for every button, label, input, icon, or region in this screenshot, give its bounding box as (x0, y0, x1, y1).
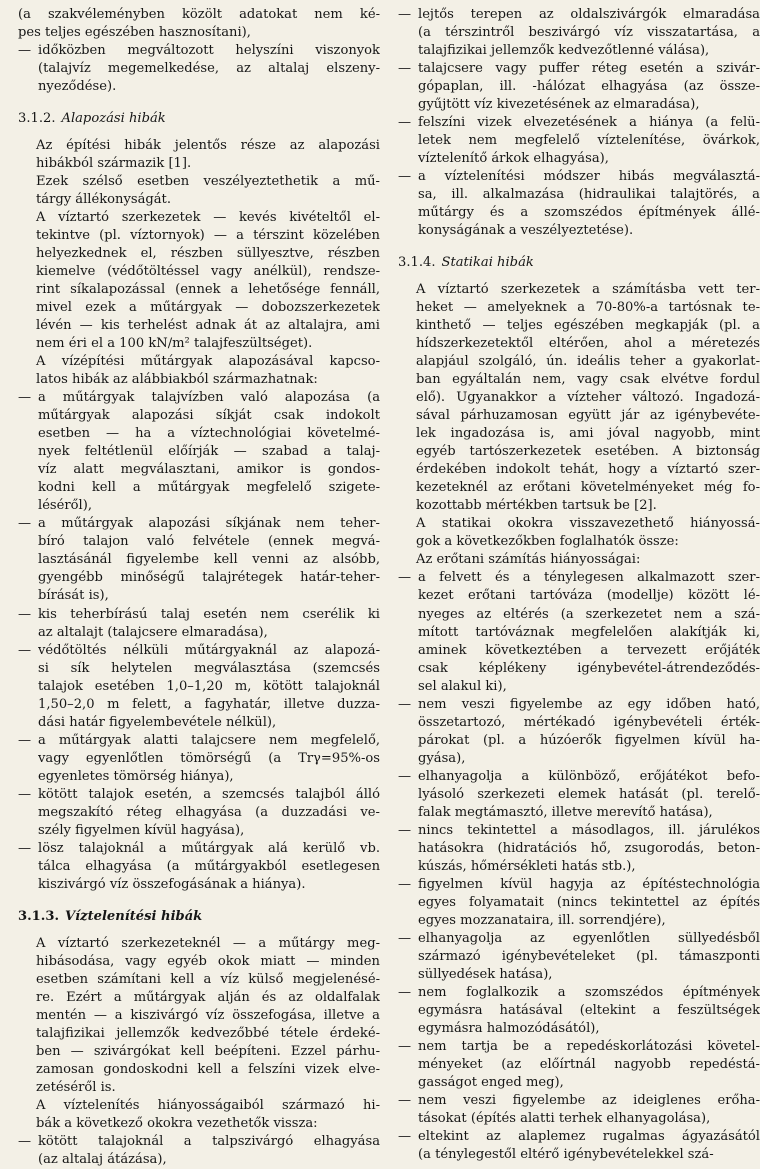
text-line: (a ténylegestől eltérő igénybevételekkel szá- (418, 1146, 714, 1162)
section-number: 3.1.3. (18, 908, 60, 924)
text-line: gasságot enged meg), (418, 1074, 564, 1090)
text-line: latos hibák az alábbiakból származhatnak: (36, 372, 318, 388)
text-line: bíró talajon való felvétele (ennek megvá- (38, 534, 380, 550)
text-line: nem éri el a 100 kN/m² talajfeszültséget). (36, 336, 313, 352)
text-line: mentén — a kiszivárgó víz összefogása, illetve a (36, 1007, 380, 1023)
spacer (18, 96, 380, 110)
text-line: kis teherbírású talaj esetén nem cserélik ki (38, 606, 380, 622)
text-line: származó igénybevételeket (pl. támaszponti (418, 948, 760, 964)
list-item (398, 876, 760, 930)
spacer (398, 272, 760, 281)
dash-bullet: — (398, 61, 412, 77)
text-line: érdekében indokolt tehát, hogy a víztartó szer- (416, 462, 760, 478)
text-line: egyéb tartószerkezetek esetében. A biztonság (416, 444, 760, 460)
dash-bullet: — (398, 768, 412, 784)
text-line: az altalajt (talajcsere elmaradása), (38, 624, 268, 640)
text-line: 1,50–2,0 m felett, a fagyhatár, illetve duzza- (38, 696, 380, 712)
text-line: nyeződése). (38, 79, 117, 95)
text-line: hatásokra (hidratációs hő, zsugorodás, beton- (418, 840, 760, 856)
dash-bullet: — (18, 516, 32, 532)
text-line: talajok esetében 1,0–1,20 m, kötött talajoknál (38, 678, 380, 694)
text-line: kezeteknél az erőtani követelményeket még fo- (416, 480, 760, 496)
list-item (398, 168, 760, 240)
dash-bullet: — (18, 840, 32, 856)
text-line: szély figyelmen kívül hagyása), (38, 822, 245, 838)
text-line: műtárgy és a szomszédos építmények állé- (418, 205, 760, 221)
text-line: nyeges az eltérés (a szerkezetet nem a szá- (418, 606, 760, 622)
text-line: letek nem megfelelő víztelenítése, övárkok, (418, 133, 760, 149)
paragraph (18, 137, 380, 173)
text-line: (az altalaj átázása), (38, 1151, 167, 1167)
dash-bullet: — (398, 1128, 412, 1144)
text-line: Az erőtani számítás hiányosságai: (416, 552, 641, 568)
text-line: tárgy állékonyságát. (36, 192, 171, 208)
spacer (398, 240, 760, 254)
text-line: falak megtámasztó, illetve merevítő hatása), (418, 804, 713, 820)
list-item (398, 569, 760, 695)
text-line: Az építési hibák jelentős része az alapozási (36, 138, 380, 154)
text-line: lösz talajoknál a műtárgyak alá kerülő vb. (38, 840, 380, 856)
dash-bullet: — (398, 876, 412, 892)
dash-bullet: — (398, 1092, 412, 1108)
text-line: a műtárgyak talajvízben való alapozása (a (38, 390, 380, 406)
dash-bullet: — (398, 570, 412, 586)
text-line: párokat (pl. a húzóerők figyelmen kívül ha- (418, 732, 760, 748)
text-line: sával párhuzamosan együtt jár az igénybevéte- (416, 408, 760, 424)
text-line: lasztásánál figyelembe kell venni az alsóbb, (38, 552, 380, 568)
dash-bullet: — (18, 1133, 32, 1149)
text-line: műtárgyak alapozási síkját csak indokolt (38, 408, 380, 424)
list-item (398, 930, 760, 984)
text-line: egymásra halmozódásától), (418, 1020, 600, 1036)
text-line: zamosan gondoskodni kell a felszíni vizek elve- (36, 1061, 380, 1077)
text-line: re. Ezért a műtárgyak alján és az oldalfalak (36, 989, 380, 1005)
text-line: nem veszi figyelembe az ideiglenes erőha- (418, 1092, 760, 1108)
dash-bullet: — (18, 642, 32, 658)
dash-bullet: — (18, 786, 32, 802)
list-item (18, 606, 380, 642)
dash-bullet: — (398, 115, 412, 131)
text-line: lévén — kis terhelést adnak át az altalajra, ami (36, 318, 380, 334)
dash-bullet: — (18, 390, 32, 406)
text-line: aminek következtében a tervezett erőjáték (418, 642, 760, 658)
text-line: kozottabb mértékben tartsuk be [2]. (416, 498, 657, 514)
section-title: Víztelenítési hibák (65, 908, 203, 924)
list-item (398, 1128, 760, 1164)
section-number: 3.1.2. (18, 111, 56, 127)
text-line: (a térszintről beszivárgó víz visszatartása, a (418, 25, 760, 41)
text-line: a felvett és a ténylegesen alkalmazott szer- (418, 570, 760, 586)
text-line: tekintve (pl. víztornyok) — a térszint közelében (36, 228, 380, 244)
list-item (398, 114, 760, 168)
list-item (18, 840, 380, 894)
text-line: (talajvíz megemelkedése, az altalaj elszeny- (38, 61, 380, 77)
text-line: lek ingadozása is, ami jóval nagyobb, mint (416, 426, 760, 442)
text-line: (a szakvéleményben közölt adatokat nem ké- (18, 7, 380, 22)
text-line: csak képlékeny igénybevétel-átrendeződés- (418, 660, 760, 676)
left-column (18, 6, 380, 1169)
paragraph (398, 281, 760, 515)
text-line: tálca elhagyása (a műtárgyakból esetlegesen (38, 858, 380, 874)
text-line: mított tartóváznak megfelelően alakítják ki, (418, 624, 760, 640)
text-line: A statikai okokra visszavezethető hiányossá- (416, 516, 760, 532)
text-line: egymásra hatásával (eltekint a feszültségek (418, 1002, 760, 1018)
text-line: sel alakul ki), (418, 678, 507, 694)
text-line: ményeket (az előírtnál nagyobb repedéstá- (418, 1056, 760, 1072)
dash-bullet: — (398, 169, 412, 185)
text-line: kúszás, hőmérsékleti hatás stb.), (418, 858, 636, 874)
list-item (398, 768, 760, 822)
list-item (18, 642, 380, 732)
text-line: hibákból származik [1]. (36, 156, 192, 172)
text-line: kötött talajok esetén, a szemcsés talajból álló (38, 786, 380, 802)
paragraph (398, 515, 760, 551)
text-line: nincs tekintettel a másodlagos, ill. járulékos (418, 822, 760, 838)
text-line: lyásoló szerkezeti elemek hatását (pl. terelő- (418, 786, 760, 802)
text-line: mivel ezek a műtárgyak — dobozszerkezetek (36, 300, 380, 316)
text-line: gyűjtött víz kivezetésének az elmaradása), (418, 97, 700, 113)
text-line: a műtárgyak alapozási síkjának nem teher- (38, 516, 380, 532)
text-line: Ezek szélső esetben veszélyeztethetik a mű- (36, 174, 380, 190)
list-item (398, 984, 760, 1038)
text-line: bák a következő okokra vezethetők vissza: (36, 1115, 318, 1131)
section-heading (18, 110, 380, 128)
text-line: nem tartja be a repedéskorlátozási követel- (418, 1038, 760, 1054)
text-line: sa, ill. alkalmazása (hidraulikai talajtörés, a (418, 187, 760, 203)
text-line: kötött talajoknál a talpszivárgó elhagyása (38, 1133, 380, 1149)
text-line: a műtárgyak alatti talajcsere nem megfelelő, (38, 732, 380, 748)
paragraph (18, 353, 380, 389)
text-line: konyságának a veszélyeztetése). (418, 223, 634, 239)
text-line: védőtöltés nélküli műtárgyaknál az alapozá- (38, 642, 380, 658)
text-line: víztelenítő árkok elhagyása), (418, 151, 609, 167)
list-item (398, 6, 760, 60)
text-line: nem foglalkozik a szomszédos építmények (418, 984, 760, 1000)
section-title: Alapozási hibák (61, 111, 166, 127)
text-line: egyenletes tömörség hiánya), (38, 768, 234, 784)
paragraph-continued (18, 6, 380, 42)
dash-bullet: — (18, 43, 32, 59)
text-line: si sík helytelen megválasztása (szemcsés (38, 660, 380, 676)
text-line: gyása), (418, 750, 466, 766)
text-line: nem veszi figyelembe az egy időben ható, (418, 696, 760, 712)
right-column (398, 6, 760, 1164)
text-line: helyezkednek el, részben süllyesztve, részben (36, 246, 380, 262)
text-line: alapjául szolgáló, ún. ideális teher a gyakorlat- (416, 354, 760, 370)
text-line: lejtős terepen az oldalszivárgók elmaradása (418, 7, 760, 22)
dash-bullet: — (398, 7, 412, 22)
text-line: nyek feltétlenül előírják — szabad a talaj- (38, 444, 380, 460)
text-line: vagy egyenlőtlen tömörségű (a Trγ=95%-os (38, 750, 380, 766)
list-item (18, 389, 380, 515)
text-line: talajfizikai jellemzők kedvezőtlenné válása), (418, 43, 710, 59)
text-line: A víztartó szerkezeteknél — a műtárgy meg- (36, 935, 380, 951)
text-line: kezet erőtani tartóváza (modellje) között lé- (418, 588, 760, 604)
list-item (18, 786, 380, 840)
dash-bullet: — (18, 732, 32, 748)
text-line: léséről), (38, 498, 93, 514)
text-line: talajcsere vagy puffer réteg esetén a szivár- (418, 61, 760, 77)
text-line: egyes mozzanataira, ill. sorrendjére), (418, 912, 666, 928)
text-line: heket — amelyeknek a 70-80%-a tartósnak te- (416, 300, 760, 316)
text-line: bírását is), (38, 588, 109, 604)
spacer (18, 926, 380, 935)
text-line: ben — szivárgókat kell beépíteni. Ezzel párhu- (36, 1043, 380, 1059)
list-item (398, 1092, 760, 1128)
list-item (18, 515, 380, 605)
list-item (398, 822, 760, 876)
text-line: a víztelenítési módszer hibás megválasztá- (418, 169, 760, 185)
list-item (398, 1038, 760, 1092)
dash-bullet: — (18, 606, 32, 622)
paragraph (18, 209, 380, 353)
list-item (18, 42, 380, 96)
dash-bullet: — (398, 822, 412, 838)
text-line: A vízépítési műtárgyak alapozásával kapcso- (36, 354, 380, 370)
text-line: egyes folyamatait (nincs tekintettel az építés (418, 894, 760, 910)
text-line: kinthető — teljes egészében megkapják (pl. a (416, 318, 760, 334)
text-line: zetéséről is. (36, 1079, 116, 1095)
text-line: esetben számítani kell a víz külső megjelenésé- (36, 971, 380, 987)
section-number: 3.1.4. (398, 255, 436, 271)
text-line: gópaplan, ill. -hálózat elhagyása (az össze- (418, 79, 760, 95)
paragraph (18, 173, 380, 209)
text-line: ban egyáltalán nem, vagy csak elvétve fordul (416, 372, 760, 388)
text-line: kiszivárgó víz összefogásának a hiánya). (38, 876, 306, 892)
text-line: esetben — ha a víztechnológiai követelmé- (38, 426, 380, 442)
spacer (18, 894, 380, 908)
text-line: elhanyagolja az egyenlőtlen süllyedésből (418, 930, 760, 946)
text-line: hídszerkezetektől eltérően, ahol a méretezés (416, 336, 760, 352)
text-line: gok a következőkben foglalhatók össze: (416, 534, 679, 550)
text-line: dási határ figyelembevétele nélkül), (38, 714, 277, 730)
section-title: Statikai hibák (441, 255, 534, 271)
text-line: A víztelenítés hiányosságaiból származó hi- (36, 1097, 380, 1113)
list-item (398, 696, 760, 768)
section-heading (398, 254, 760, 272)
text-line: figyelmen kívül hagyja az építéstechnológia (418, 876, 760, 892)
text-line: rint síkalapozással (ennek a lehetősége fennáll, (36, 282, 380, 298)
dash-bullet: — (398, 984, 412, 1000)
list-item (18, 1133, 380, 1169)
section-heading (18, 908, 380, 926)
text-line: elhanyagolja a különböző, erőjátékot befo- (418, 768, 760, 784)
dash-bullet: — (398, 1038, 412, 1054)
paragraph (398, 551, 760, 569)
list-item (18, 732, 380, 786)
text-line: hibásodása, vagy egyéb okok miatt — minden (36, 953, 380, 969)
text-line: süllyedések hatása), (418, 966, 553, 982)
spacer (18, 128, 380, 137)
text-line: összetartozó, mértékadó igénybevételi érték- (418, 714, 760, 730)
text-line: kodni kell a műtárgyak megfelelő szigete- (38, 480, 380, 496)
text-line: A víztartó szerkezetek — kevés kivételtől el- (36, 210, 380, 226)
text-line: kiemelve (védőtöltéssel vagy anélkül), rendsze- (36, 264, 380, 280)
text-line: eltekint az alaplemez rugalmas ágyazásától (418, 1128, 760, 1144)
dash-bullet: — (398, 930, 412, 946)
text-line: gyengébb minőségű talajrétegek határ-teher- (38, 570, 380, 586)
text-line: időközben megváltozott helyszíni viszonyok (38, 43, 380, 59)
paragraph (18, 935, 380, 1097)
paragraph (18, 1097, 380, 1133)
text-line: pes teljes egészében hasznosítani), (18, 25, 251, 41)
text-line: talajfizikai jellemzők kedvezőbbé tétele érdeké- (36, 1025, 380, 1041)
list-item (398, 60, 760, 114)
text-line: elő). Ugyanakkor a vízteher változó. Ingadozá- (416, 390, 760, 406)
dash-bullet: — (398, 696, 412, 712)
text-line: A víztartó szerkezetek a számításba vett ter- (416, 282, 760, 298)
text-line: víz alatt megválasztani, amikor is gondos- (38, 462, 380, 478)
text-line: megszakító réteg elhagyása (a duzzadási ve- (38, 804, 380, 820)
text-line: felszíni vizek elvezetésének a hiánya (a felü- (418, 115, 760, 131)
text-line: tásokat (építés alatti terhek elhanyagolása), (418, 1110, 711, 1126)
